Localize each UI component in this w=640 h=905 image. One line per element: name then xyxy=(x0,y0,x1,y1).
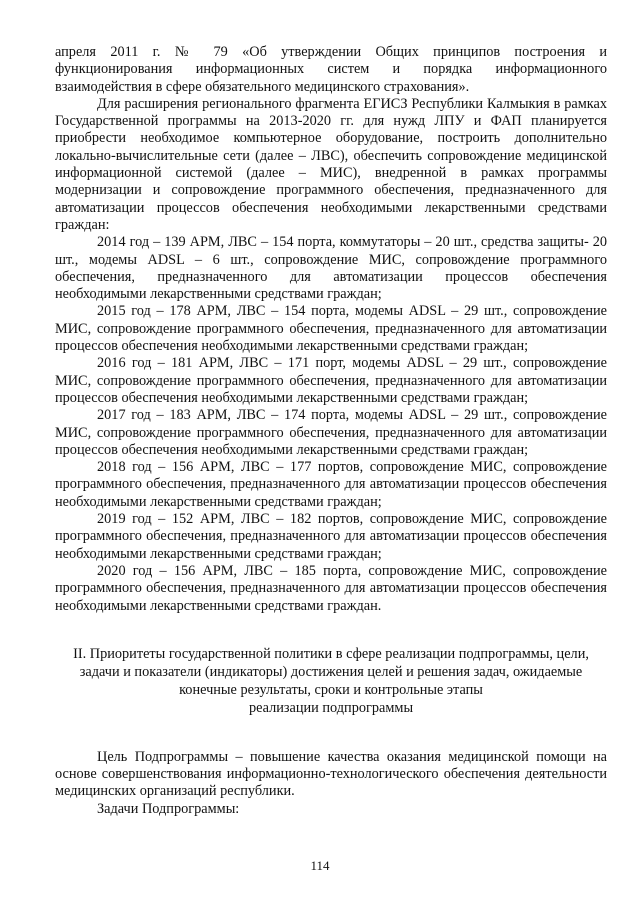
section-heading-line: II. Приоритеты государственной политики в сфере реализации подпрограммы, цели, xyxy=(73,645,589,662)
section-heading-line: конечные результаты, сроки и контрольные этапы xyxy=(179,682,483,699)
paragraph-year-2015: 2015 год – 178 АРМ, ЛВС – 154 порта, модемы ADSL – 29 шт., сопровождение МИС, сопровождение программного обеспечения, предназначенного для автоматизации процессов обеспечения необходимыми лекарственными средствами граждан; xyxy=(55,303,607,355)
paragraph-subprogram-tasks: Задачи Подпрограммы: xyxy=(97,800,240,817)
paragraph-year-2017: 2017 год – 183 АРМ, ЛВС – 174 порта, модемы ADSL – 29 шт., сопровождение МИС, сопровождение программного обеспечения, предназначенного для автоматизации процессов обеспечения необходимыми лекарственными средствами граждан; xyxy=(55,407,607,458)
paragraph-egisz-expansion: Для расширения регионального фрагмента ЕГИСЗ Республики Калмыкия в рамках Государственной программы на 2013-2020 гг. для нужд ЛПУ и ФАП планируется приобрести необходимое компьютерное оборудование, построить дополнительно локально-вычислительные сети (далее – ЛВС), обеспечить сопровождение медицинской информационной системой (далее – МИС), внедренной в рамках программы модернизации и сопровождение программного обеспечения, предназначенного для автоматизации процессов обеспечения необходимыми лекарственными средствами граждан: xyxy=(55,95,607,233)
section-heading-line: задачи и показатели (индикаторы) достижения целей и решения задач, ожидаемые xyxy=(79,664,583,680)
section-heading xyxy=(55,645,607,718)
section-heading-line: реализации подпрограммы xyxy=(248,700,414,717)
paragraph-year-2020: 2020 год – 156 АРМ, ЛВС – 185 порта, сопровождение МИС, сопровождение программного обеспечения, предназначенного для автоматизации процессов обеспечения необходимыми лекарственными средствами граждан. xyxy=(55,562,607,614)
page-number: 114 xyxy=(310,858,330,873)
paragraph-order-reference: апреля 2011 г. № 79 «Об утверждении Общих принципов построения и функционирования информационных систем и порядка информационного взаимодействия в сфере обязательного медицинского страхования». xyxy=(55,44,607,95)
paragraph-year-2018: 2018 год – 156 АРМ, ЛВС – 177 портов, сопровождение МИС, сопровождение программного обеспечения, предназначенного для автоматизации процессов обеспечения необходимыми лекарственными средствами граждан; xyxy=(55,459,607,510)
paragraph-year-2016: 2016 год – 181 АРМ, ЛВС – 171 порт, модемы ADSL – 29 шт., сопровождение МИС, сопровождение программного обеспечения, предназначенного для автоматизации процессов обеспечения необходимыми лекарственными средствами граждан; xyxy=(55,355,607,406)
paragraph-year-2014: 2014 год – 139 АРМ, ЛВС – 154 порта, коммутаторы – 20 шт., средства защиты- 20 шт., модемы ADSL – 6 шт., сопровождение МИС, сопровождение программного обеспечения, предназначенного для автоматизации процессов обеспечения необходимыми лекарственными средствами граждан; xyxy=(55,234,607,303)
paragraph-year-2019: 2019 год – 152 АРМ, ЛВС – 182 портов, сопровождение МИС, сопровождение программного обеспечения, предназначенного для автоматизации процессов обеспечения необходимыми лекарственными средствами граждан; xyxy=(55,511,607,562)
document-page xyxy=(55,44,607,818)
paragraph-subprogram-goal: Цель Подпрограммы – повышение качества оказания медицинской помощи на основе совершенствования информационно-технологического обеспечения деятельности медицинских организаций республики. xyxy=(55,748,607,800)
